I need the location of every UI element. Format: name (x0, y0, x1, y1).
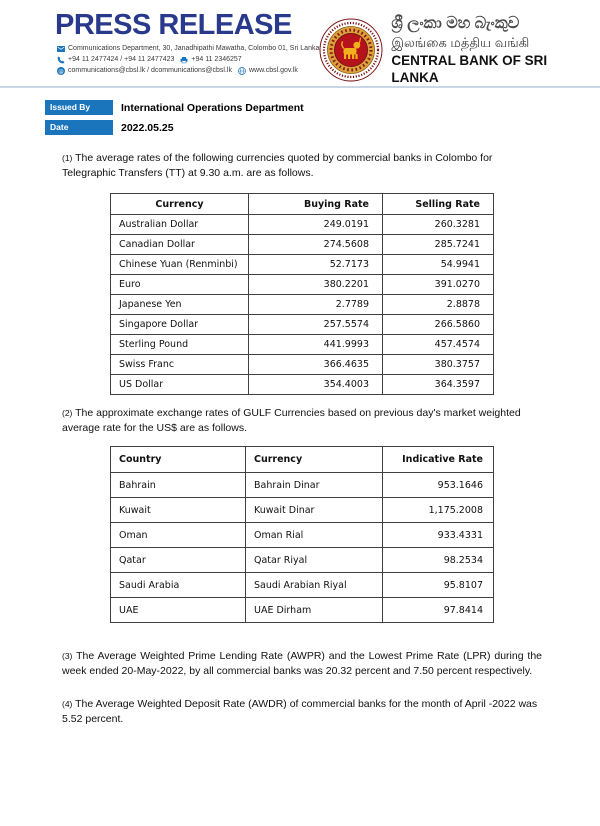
table-row (111, 355, 494, 375)
table-cell: Euro (111, 275, 249, 295)
contact-block (57, 43, 319, 76)
bank-name-sinhala: ශ්‍රී ලංකා මහ බැංකුව (391, 15, 520, 32)
table-cell: Japanese Yen (111, 295, 249, 315)
bank-brand (319, 14, 582, 86)
table-row (111, 598, 494, 623)
table-cell: Saudi Arabia (111, 573, 246, 598)
paragraph-4 (62, 697, 542, 727)
document-body (0, 151, 600, 727)
table-cell: 457.4574 (383, 335, 494, 355)
table-cell: Australian Dollar (111, 215, 249, 235)
paragraph-1-number: (1) (62, 153, 73, 163)
paragraph-1 (62, 151, 542, 181)
contact-emails: communications@cbsl.lk / dcommunications@cbsl.lk (68, 67, 232, 74)
masthead (45, 10, 319, 76)
table-cell: 380.2201 (249, 275, 383, 295)
table-cell: 97.8414 (383, 598, 494, 623)
table-cell: Qatar Riyal (246, 548, 383, 573)
paragraph-3-number: (3) (62, 651, 73, 661)
bank-name-tamil: இலங்கை மத்திய வங்கி (391, 35, 530, 50)
table-row (111, 375, 494, 395)
table-cell: 52.7173 (249, 255, 383, 275)
date-value: 2022.05.25 (121, 121, 174, 134)
column-header: Currency (246, 447, 383, 473)
table-cell: 249.0191 (249, 215, 383, 235)
header (0, 0, 600, 86)
table-row (111, 548, 494, 573)
table-cell: 441.9993 (249, 335, 383, 355)
paragraph-4-number: (4) (62, 699, 73, 709)
issued-by-badge: Issued By (45, 100, 113, 115)
table-cell: 98.2534 (383, 548, 494, 573)
column-header: Buying Rate (249, 194, 383, 215)
table-row (111, 255, 494, 275)
contact-website: www.cbsl.gov.lk (249, 67, 298, 74)
svg-text:@: @ (58, 68, 64, 75)
table-row (111, 235, 494, 255)
contact-address: Communications Department, 30, Janadhipathi Mawatha, Colombo 01, Sri Lanka (68, 45, 320, 52)
table-row (111, 315, 494, 335)
contact-fax: +94 11 2346257 (191, 56, 242, 63)
table-cell: 366.4635 (249, 355, 383, 375)
table-row (111, 295, 494, 315)
table-cell: Oman (111, 523, 246, 548)
column-header: Selling Rate (383, 194, 494, 215)
table-cell: 364.3597 (383, 375, 494, 395)
paragraph-1-text: The average rates of the following currencies quoted by commercial banks in Colombo for Telegraphic Transfers (TT) at 9.30 a.m. are as follows. (62, 152, 493, 179)
table-cell: Bahrain (111, 473, 246, 498)
table-cell: Bahrain Dinar (246, 473, 383, 498)
table-cell: 257.5574 (249, 315, 383, 335)
contact-address-row (57, 43, 319, 54)
date-row (45, 120, 600, 135)
issued-by-row (45, 100, 600, 115)
paragraph-4-text: The Average Weighted Deposit Rate (AWDR) of commercial banks for the month of April -2022 was 5.52 percent. (62, 698, 538, 725)
bank-names (391, 14, 582, 86)
table-cell: 391.0270 (383, 275, 494, 295)
tt-rates-table (110, 193, 494, 395)
table-cell: Qatar (111, 548, 246, 573)
table-cell: 266.5860 (383, 315, 494, 335)
table-cell: Saudi Arabian Riyal (246, 573, 383, 598)
paragraph-3-text: The Average Weighted Prime Lending Rate (AWPR) and the Lowest Prime Rate (LPR) during the week ended 20-May-2022, by all commercial banks was 20.32 percent and 7.50 percent respectively. (62, 650, 543, 677)
fax-icon (180, 56, 188, 64)
table-row (111, 573, 494, 598)
table-cell: Kuwait (111, 498, 246, 523)
central-bank-logo (319, 18, 383, 82)
table-cell: 274.5608 (249, 235, 383, 255)
table-row (111, 498, 494, 523)
globe-icon (238, 67, 246, 75)
paragraph-2 (62, 406, 542, 436)
table-cell: 1,175.2008 (383, 498, 494, 523)
paragraph-2-text: The approximate exchange rates of GULF Currencies based on previous day's market weighted average rate for the US$ are as follows. (62, 407, 521, 434)
table-cell: 933.4331 (383, 523, 494, 548)
table-cell: Canadian Dollar (111, 235, 249, 255)
table-row (111, 215, 494, 235)
table-cell: 2.7789 (249, 295, 383, 315)
table-cell: Singapore Dollar (111, 315, 249, 335)
table-row (111, 523, 494, 548)
table-cell: UAE (111, 598, 246, 623)
at-icon (57, 67, 65, 75)
table-cell: 95.8107 (383, 573, 494, 598)
column-header: Currency (111, 194, 249, 215)
table-cell: 953.1646 (383, 473, 494, 498)
paragraph-3 (62, 649, 542, 679)
table-cell: Swiss Franc (111, 355, 249, 375)
contact-phones: +94 11 2477424 / +94 11 2477423 (68, 56, 175, 63)
table-row (111, 275, 494, 295)
date-badge: Date (45, 120, 113, 135)
contact-web-row (57, 65, 319, 76)
gulf-rates-table (110, 446, 494, 623)
column-header: Indicative Rate (383, 447, 494, 473)
meta-section (0, 88, 600, 135)
table-row (111, 473, 494, 498)
page-title: PRESS RELEASE (55, 9, 292, 41)
table-cell: 380.3757 (383, 355, 494, 375)
issued-by-value: International Operations Department (121, 101, 304, 114)
envelope-icon (57, 45, 65, 53)
phone-icon (57, 56, 65, 64)
table-cell: Sterling Pound (111, 335, 249, 355)
table-cell: Chinese Yuan (Renminbi) (111, 255, 249, 275)
table-cell: 260.3281 (383, 215, 494, 235)
table-cell: UAE Dirham (246, 598, 383, 623)
contact-phone-row (57, 54, 319, 65)
table-header-row (111, 447, 494, 473)
table-header-row (111, 194, 494, 215)
table-cell: 354.4003 (249, 375, 383, 395)
bank-name-english: CENTRAL BANK OF SRI LANKA (391, 53, 548, 85)
paragraph-2-number: (2) (62, 408, 73, 418)
table-cell: US Dollar (111, 375, 249, 395)
column-header: Country (111, 447, 246, 473)
table-cell: 2.8878 (383, 295, 494, 315)
table-cell: 285.7241 (383, 235, 494, 255)
table-cell: 54.9941 (383, 255, 494, 275)
table-cell: Kuwait Dinar (246, 498, 383, 523)
table-row (111, 335, 494, 355)
table-cell: Oman Rial (246, 523, 383, 548)
